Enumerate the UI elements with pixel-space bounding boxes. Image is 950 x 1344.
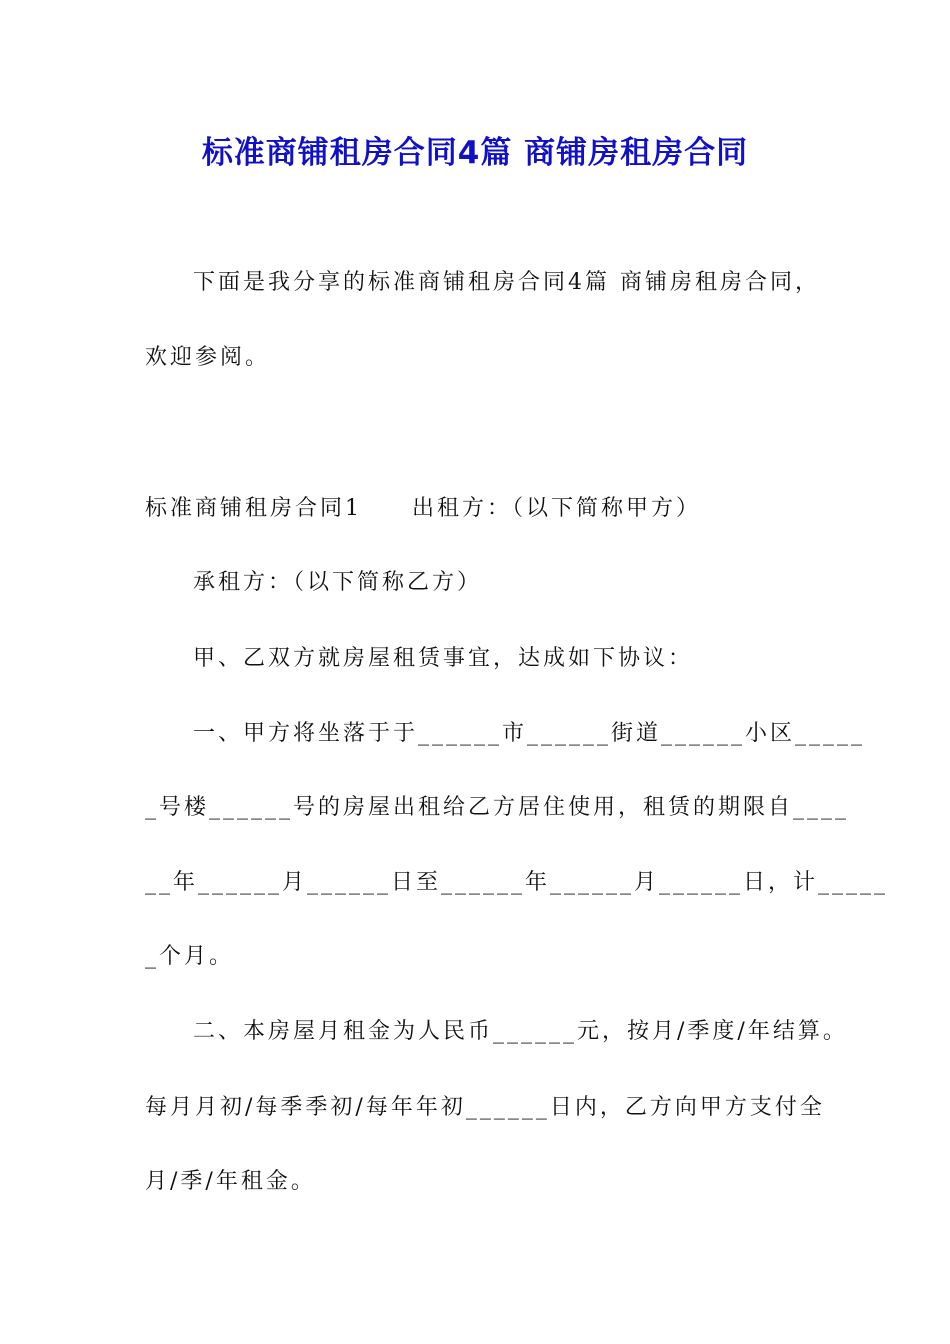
agreement-intro-line: 甲、乙双方就房屋租赁事宜，达成如下协议：: [193, 646, 694, 671]
clause-2-line-1: 二、本房屋月租金为人民币______元，按月/季度/年结算。: [193, 1019, 848, 1044]
clause-1-line-3: __年______月______日至______年______月______日，计_____: [145, 870, 889, 895]
clause-2-line-3: 月/季/年租金。: [145, 1169, 316, 1194]
clause-1-line-1: 一、甲方将坐落于于______市______街道______小区_____: [193, 721, 866, 746]
lessee-line: 承租方：（以下简称乙方）: [193, 570, 483, 595]
clause-2-line-2: 每月月初/每季季初/每年年初______日内，乙方向甲方支付全: [145, 1095, 825, 1120]
clause-1-line-2: _号楼______号的房屋出租给乙方居住使用，租赁的期限自____: [145, 795, 850, 820]
intro-line-1: 下面是我分享的标准商铺租房合同4篇 商铺房租房合同，: [193, 270, 820, 295]
intro-line-2: 欢迎参阅。: [145, 345, 271, 370]
document-title: 标准商铺租房合同4篇 商铺房租房合同: [201, 135, 749, 171]
contract-heading-line: 标准商铺租房合同1 出租方：（以下简称甲方）: [145, 496, 701, 521]
clause-1-line-4: _个月。: [145, 944, 235, 969]
